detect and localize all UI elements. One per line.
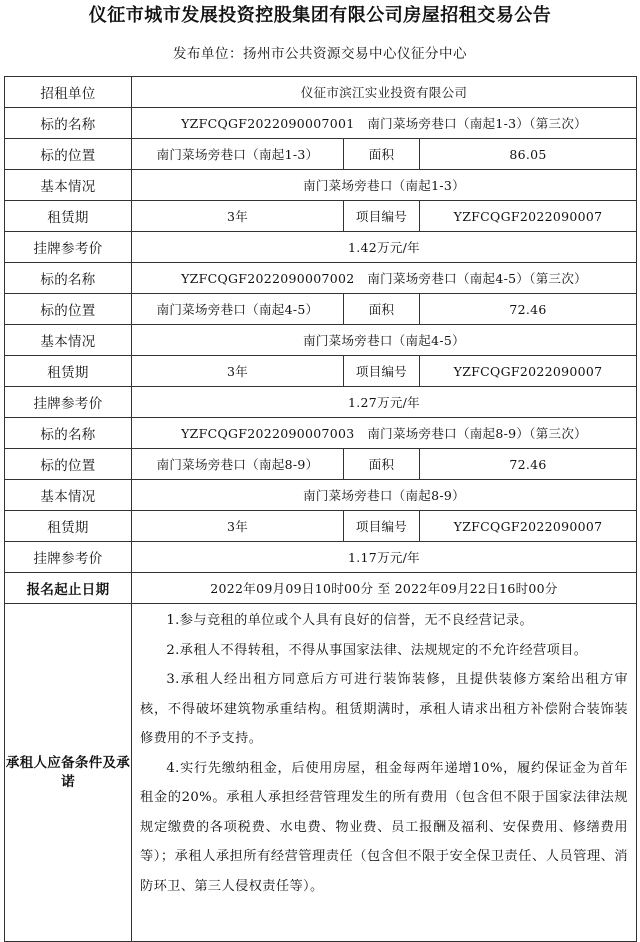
value-project-no-1: YZFCQGF2022090007 xyxy=(420,201,637,232)
label-basic-info: 基本情况 xyxy=(5,480,132,511)
value-location-1: 南门菜场旁巷口（南起1-3） xyxy=(132,139,344,170)
row-lease-term-1 xyxy=(5,201,637,232)
value-project-no-2: YZFCQGF2022090007 xyxy=(420,356,637,387)
row-lease-term-2 xyxy=(5,356,637,387)
label-area: 面积 xyxy=(344,449,420,480)
announcement-title: 仪征市城市发展投资控股集团有限公司房屋招租交易公告 xyxy=(88,5,552,26)
value-area-3: 72.46 xyxy=(420,449,637,480)
label-lessor: 招租单位 xyxy=(5,77,132,108)
label-target-location: 标的位置 xyxy=(5,449,132,480)
conditions-block xyxy=(132,604,637,942)
value-lease-term-3: 3年 xyxy=(132,511,344,542)
value-lease-term-1: 3年 xyxy=(132,201,344,232)
label-target-location: 标的位置 xyxy=(5,139,132,170)
value-target-name-2: YZFCQGF2022090007002 南门菜场旁巷口（南起4-5）（第三次） xyxy=(132,263,637,294)
label-basic-info: 基本情况 xyxy=(5,170,132,201)
row-target-name-3 xyxy=(5,418,637,449)
label-area: 面积 xyxy=(344,139,420,170)
value-project-no-3: YZFCQGF2022090007 xyxy=(420,511,637,542)
label-target-name: 标的名称 xyxy=(5,263,132,294)
label-basic-info: 基本情况 xyxy=(5,325,132,356)
row-registration-period xyxy=(5,573,637,604)
label-project-no: 项目编号 xyxy=(344,511,420,542)
label-target-name: 标的名称 xyxy=(5,108,132,139)
value-lease-term-2: 3年 xyxy=(132,356,344,387)
value-target-name-1: YZFCQGF2022090007001 南门菜场旁巷口（南起1-3）（第三次） xyxy=(132,108,637,139)
lease-info-table xyxy=(4,76,637,942)
value-ref-price-3: 1.17万元/年 xyxy=(132,542,637,573)
row-lessor xyxy=(5,77,637,108)
row-ref-price-2 xyxy=(5,387,637,418)
publisher-line: 发布单位：扬州市公共资源交易中心仪征分中心 xyxy=(173,46,467,62)
condition-item: 3.承租人经出租方同意后方可进行装饰装修，且提供装修方案给出租方审核，不得破坏建筑物承重结构。租赁期满时，承租人请求出租方补偿附合装饰装修费用的不予支持。 xyxy=(140,672,629,746)
value-basic-info-1: 南门菜场旁巷口（南起1-3） xyxy=(132,170,637,201)
label-ref-price: 挂牌参考价 xyxy=(5,387,132,418)
value-ref-price-2: 1.27万元/年 xyxy=(132,387,637,418)
label-lease-term: 租赁期 xyxy=(5,356,132,387)
condition-item: 4.实行先缴纳租金，后使用房屋，租金每两年递增10%，履约保证金为首年租金的20%。承租人承担经营管理发生的所有费用（包含但不限于国家法律法规规定缴费的各项税费、水电费、物业费、员工报酬及福利、安保费用、修缮费用等）；承租人承担所有经营管理责任（包含但不限于安全保卫责任、人员管理、消防环卫、第三人侵权责任等）。 xyxy=(140,760,629,894)
value-target-name-3: YZFCQGF2022090007003 南门菜场旁巷口（南起8-9）（第三次） xyxy=(132,418,637,449)
value-area-1: 86.05 xyxy=(420,139,637,170)
label-lease-term: 租赁期 xyxy=(5,511,132,542)
label-ref-price: 挂牌参考价 xyxy=(5,232,132,263)
condition-item: 2.承租人不得转租，不得从事国家法律、法规规定的不允许经营项目。 xyxy=(166,642,588,658)
value-ref-price-1: 1.42万元/年 xyxy=(132,232,637,263)
label-lease-term: 租赁期 xyxy=(5,201,132,232)
row-target-location-2 xyxy=(5,294,637,325)
value-basic-info-3: 南门菜场旁巷口（南起8-9） xyxy=(132,480,637,511)
row-target-name-2 xyxy=(5,263,637,294)
row-conditions xyxy=(5,604,637,942)
row-basic-info-1 xyxy=(5,170,637,201)
value-area-2: 72.46 xyxy=(420,294,637,325)
row-ref-price-1 xyxy=(5,232,637,263)
label-target-name: 标的名称 xyxy=(5,418,132,449)
row-basic-info-2 xyxy=(5,325,637,356)
row-target-name-1 xyxy=(5,108,637,139)
condition-item: 1.参与竞租的单位或个人具有良好的信誉，无不良经营记录。 xyxy=(166,613,534,628)
row-target-location-1 xyxy=(5,139,637,170)
label-project-no: 项目编号 xyxy=(344,356,420,387)
label-project-no: 项目编号 xyxy=(344,201,420,232)
value-registration-period: 2022年09月09日10时00分 至 2022年09月22日16时00分 xyxy=(132,573,637,604)
value-location-2: 南门菜场旁巷口（南起4-5） xyxy=(132,294,344,325)
value-lessor: 仪征市滨江实业投资有限公司 xyxy=(132,77,637,108)
value-location-3: 南门菜场旁巷口（南起8-9） xyxy=(132,449,344,480)
label-conditions: 承租人应备条件及承诺 xyxy=(5,604,132,942)
row-basic-info-3 xyxy=(5,480,637,511)
label-registration-period: 报名起止日期 xyxy=(5,573,132,604)
row-lease-term-3 xyxy=(5,511,637,542)
label-area: 面积 xyxy=(344,294,420,325)
row-ref-price-3 xyxy=(5,542,637,573)
label-ref-price: 挂牌参考价 xyxy=(5,542,132,573)
row-target-location-3 xyxy=(5,449,637,480)
value-basic-info-2: 南门菜场旁巷口（南起4-5） xyxy=(132,325,637,356)
label-target-location: 标的位置 xyxy=(5,294,132,325)
